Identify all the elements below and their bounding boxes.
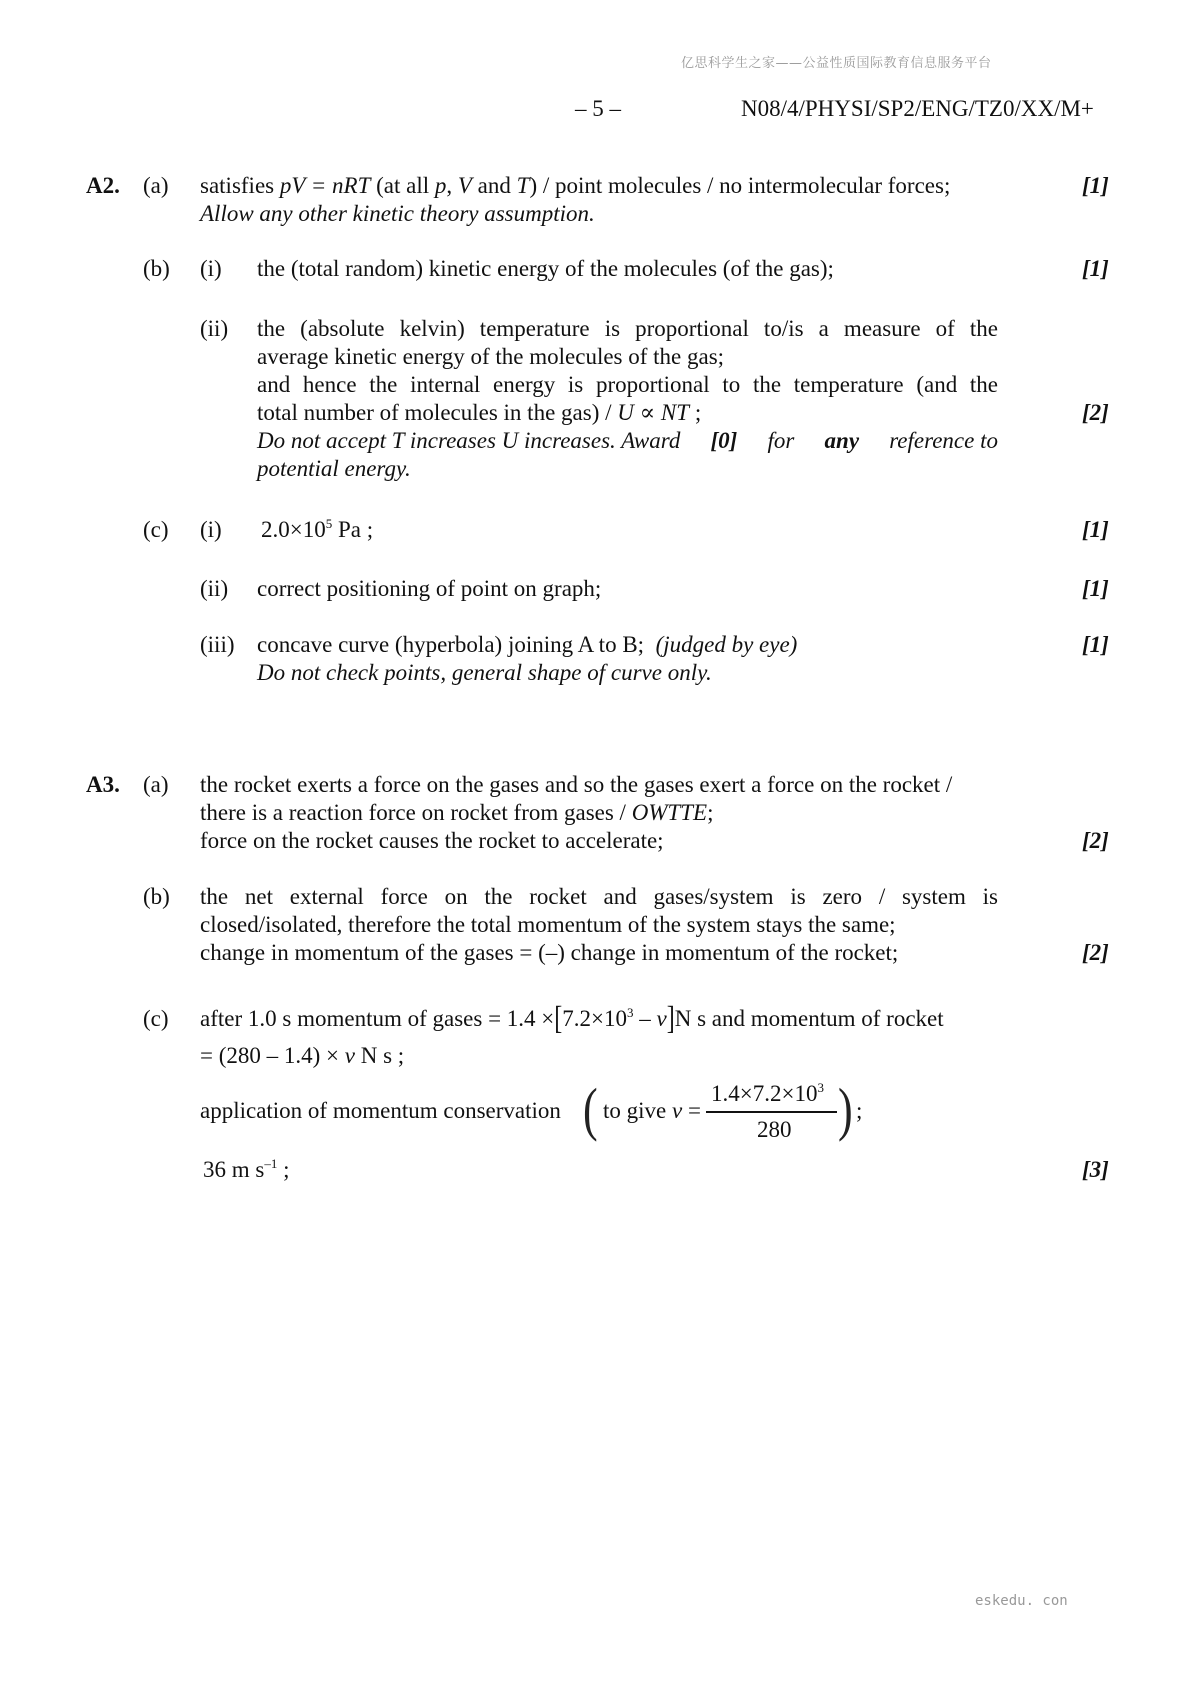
a2-a-answer: satisfies pV = nRT (at all p, V and T) / point molecules / no intermolecular forces;	[200, 173, 951, 198]
mark-a2-a: [1]	[1082, 173, 1109, 198]
a3-b-line-1: the net external force on the rocket and gases/system is zero / system is	[200, 884, 998, 909]
a2-b-ii-line-4: total number of molecules in the gas) / U ∝ NT ;	[257, 400, 702, 425]
footer-site: eskedu. con	[975, 1593, 1068, 1609]
part-label-a2-a: (a)	[143, 173, 169, 198]
a3-a-line-3: force on the rocket causes the rocket to accelerate;	[200, 828, 664, 853]
mark-a2-c-ii: [1]	[1082, 576, 1109, 601]
mark-a2-c-iii: [1]	[1082, 632, 1109, 657]
question-label-a3: A3.	[86, 772, 120, 797]
watermark: 亿思科学生之家——公益性质国际教育信息服务平台	[681, 56, 992, 71]
mark-a3-c: [3]	[1082, 1157, 1109, 1182]
subpart-label-a2-c-ii: (ii)	[200, 576, 229, 601]
subpart-label-a2-c-i: (i)	[200, 517, 222, 542]
proportionality-formula: U ∝ NT	[617, 400, 690, 425]
subpart-label-a2-c-iii: (iii)	[200, 632, 235, 657]
fraction-bar	[706, 1111, 837, 1113]
left-square-bracket: [	[554, 1001, 563, 1037]
a3-c-semicolon: ;	[856, 1098, 863, 1123]
a2-b-ii-line-1: the (absolute kelvin) temperature is proportional to/is a measure of the	[257, 316, 998, 341]
a3-c-line-1: after 1.0 s momentum of gases = $1.4 \times[7.2\times 10^3 - v]N$ s and momentum of rocket	[200, 1001, 944, 1037]
a3-a-line-1: the rocket exerts a force on the gases and so the gases exert a force on the rocket /	[200, 772, 953, 797]
a2-b-ii-note-line-2: potential energy.	[257, 456, 411, 481]
a3-c-line-2: = (280 – 1.4) × v N s ;	[200, 1043, 405, 1068]
a2-c-iii-note: Do not check points, general shape of curve only.	[257, 660, 712, 685]
fraction-denominator: 280	[757, 1117, 792, 1142]
mark-a3-b: [2]	[1082, 940, 1109, 965]
mark-a2-b-i: [1]	[1082, 256, 1109, 281]
page-number: – 5 –	[575, 96, 621, 121]
mark-a3-a: [2]	[1082, 828, 1109, 853]
a3-c-give: to give v =	[603, 1098, 701, 1123]
part-label-a3-c: (c)	[143, 1006, 169, 1031]
a3-a-line-2: there is a reaction force on rocket from gases / OWTTE;	[200, 800, 714, 825]
a2-c-iii-answer: concave curve (hyperbola) joining A to B; (judged by eye)	[257, 632, 798, 657]
a2-b-i-answer: the (total random) kinetic energy of the molecules (of the gas);	[257, 256, 834, 281]
a2-b-ii-line-2: average kinetic energy of the molecules of the gas;	[257, 344, 725, 369]
fraction-numerator: $1.4\times 7.2\times 10^3$	[711, 1080, 824, 1106]
part-label-a2-c: (c)	[143, 517, 169, 542]
a2-b-ii-note-line-1: Do not accept T increases U increases. Award [0] for any reference to	[257, 428, 998, 453]
a3-b-line-2: closed/isolated, therefore the total momentum of the system stays the same;	[200, 912, 896, 937]
right-parenthesis: )	[838, 1076, 853, 1143]
mark-a2-b-ii: [2]	[1082, 400, 1109, 425]
a3-c-answer: 36 m $s^{-1}$ ;	[203, 1156, 290, 1182]
part-label-a3-a: (a)	[143, 772, 169, 797]
a2-c-i-answer: $2.0\times 10^5$ Pa ;	[261, 516, 374, 542]
subpart-label-a2-b-ii: (ii)	[200, 316, 229, 341]
a2-c-ii-answer: correct positioning of point on graph;	[257, 576, 602, 601]
a2-b-ii-line-3: and hence the internal energy is proportional to the temperature (and the	[257, 372, 998, 397]
mark-a2-c-i: [1]	[1082, 517, 1109, 542]
a3-b-line-3: change in momentum of the gases = (–) change in momentum of the rocket;	[200, 940, 899, 965]
right-square-bracket: ]	[666, 1001, 675, 1037]
part-label-a2-b: (b)	[143, 256, 170, 281]
question-label-a2: A2.	[86, 173, 120, 198]
a3-c-line-3: application of momentum conservation	[200, 1098, 561, 1123]
left-parenthesis: (	[583, 1076, 598, 1143]
subpart-label-a2-b-i: (i)	[200, 256, 222, 281]
paper-code: N08/4/PHYSI/SP2/ENG/TZ0/XX/M+	[741, 96, 1094, 121]
part-label-a3-b: (b)	[143, 884, 170, 909]
ideal-gas-equation: pV = nRT	[279, 173, 371, 198]
a2-a-note: Allow any other kinetic theory assumption.	[200, 201, 595, 226]
